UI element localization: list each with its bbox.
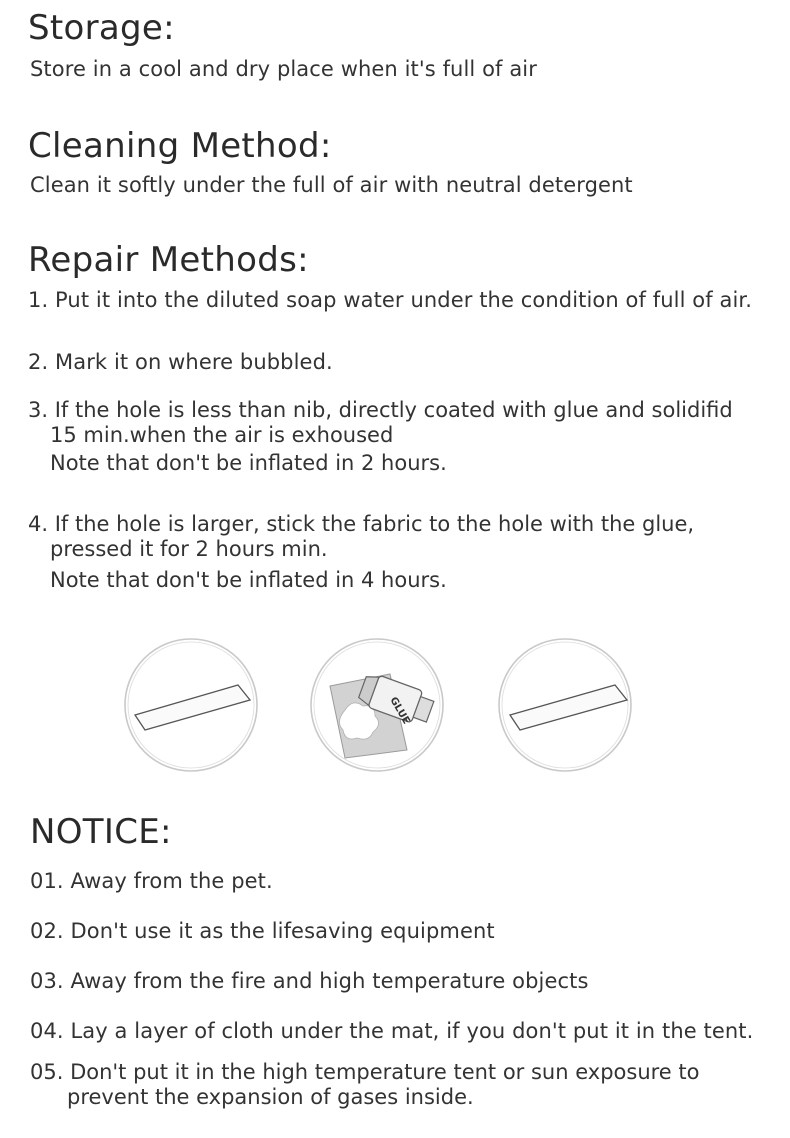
storage-text: Store in a cool and dry place when it's full of air (30, 57, 537, 81)
repair-step-1: 1. Put it into the diluted soap water under the condition of full of air. (28, 288, 752, 312)
repair-illustration (0, 630, 790, 830)
repair-step-4-note: Note that don't be inflated in 4 hours. (50, 568, 447, 592)
repair-step-3-line-1: 3. If the hole is less than nib, directly coated with glue and solidifid (28, 398, 733, 422)
cleaning-heading: Cleaning Method: (28, 126, 332, 166)
repair-heading: Repair Methods: (28, 240, 309, 280)
glue-tube-icon (311, 639, 443, 771)
notice-item-1: 01. Away from the pet. (30, 869, 273, 893)
notice-item-4: 04. Lay a layer of cloth under the mat, if you don't put it in the tent. (30, 1019, 754, 1043)
glue-label: GLUE (387, 695, 412, 727)
cleaning-text: Clean it softly under the full of air with neutral detergent (30, 173, 633, 197)
notice-item-5-line-1: 05. Don't put it in the high temperature tent or sun exposure to (30, 1060, 700, 1084)
notice-item-5-line-2: prevent the expansion of gases inside. (67, 1085, 474, 1109)
repair-step-3-line-2: 15 min.when the air is exhoused (50, 423, 394, 447)
repair-step-4-line-2: pressed it for 2 hours min. (50, 537, 328, 561)
notice-heading: NOTICE: (30, 812, 172, 852)
repair-step-4-line-1: 4. If the hole is larger, stick the fabric to the hole with the glue, (28, 512, 695, 536)
repair-step-3-note: Note that don't be inflated in 2 hours. (50, 451, 447, 475)
notice-item-3: 03. Away from the fire and high temperature objects (30, 969, 589, 993)
repaired-patch-icon (499, 639, 631, 771)
repair-step-2: 2. Mark it on where bubbled. (28, 350, 333, 374)
notice-item-2: 02. Don't use it as the lifesaving equipment (30, 919, 495, 943)
fabric-patch-icon (125, 639, 257, 771)
storage-heading: Storage: (28, 8, 175, 48)
